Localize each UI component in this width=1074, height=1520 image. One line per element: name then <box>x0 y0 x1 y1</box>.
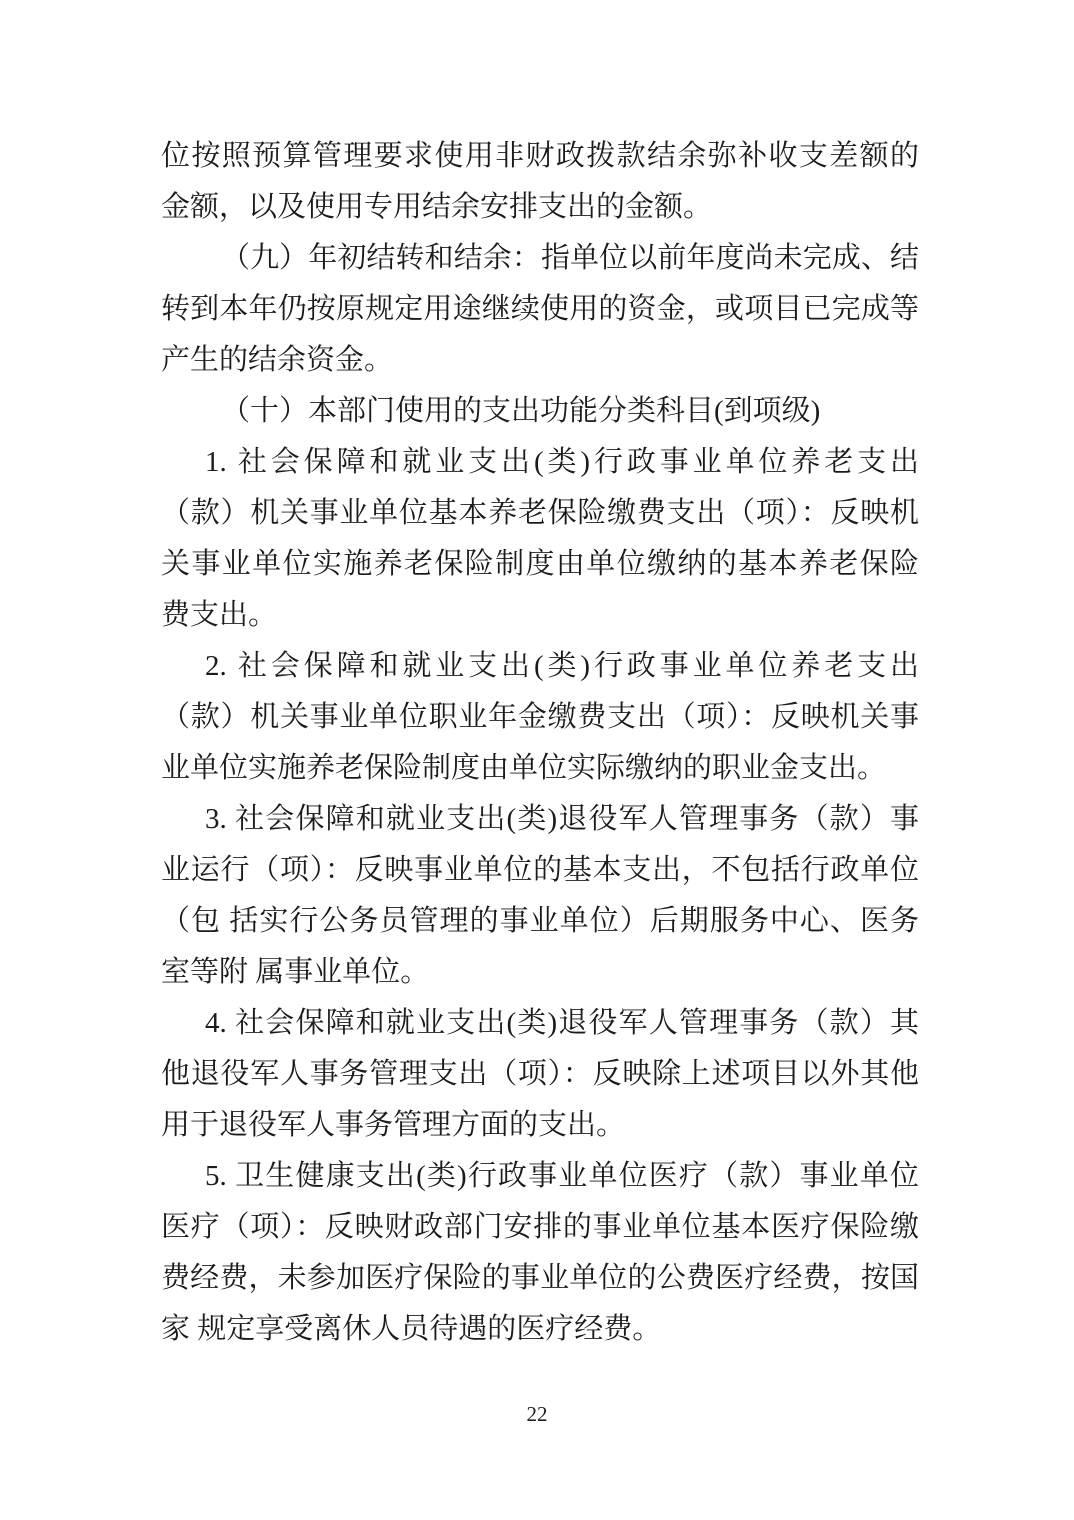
text-line: 产生的结余资金。 <box>161 344 394 376</box>
text-line: 转到本年仍按原规定用途继续使用的资金，或项目已完成等 <box>161 293 919 325</box>
text-line: （包 括实行公务员管理的事业单位）后期服务中心、医务 <box>161 905 919 937</box>
text-line: 1. 社会保障和就业支出(类)行政事业单位养老支出 <box>205 446 919 478</box>
text-line: 2. 社会保障和就业支出(类)行政事业单位养老支出 <box>205 650 919 682</box>
text-line: （十）本部门使用的支出功能分类科目(到项级) <box>221 395 821 427</box>
text-line: 费经费，未参加医疗保险的事业单位的公费医疗经费，按国 <box>161 1262 919 1294</box>
text-line: 用于退役军人事务管理方面的支出。 <box>161 1109 626 1141</box>
text-line: 家 规定享受离休人员待遇的医疗经费。 <box>161 1313 662 1345</box>
text-line: 业运行（项）：反映事业单位的基本支出，不包括行政单位 <box>161 854 919 886</box>
page-number: 22 <box>526 1402 548 1426</box>
text-line: 3. 社会保障和就业支出(类)退役军人管理事务（款）事 <box>205 803 919 835</box>
text-line: 费支出。 <box>161 599 278 631</box>
text-line: 医疗（项）：反映财政部门安排的事业单位基本医疗保险缴 <box>161 1211 919 1243</box>
text-line: （款）机关事业单位基本养老保险缴费支出（项）：反映机 <box>161 497 919 529</box>
text-line: 4. 社会保障和就业支出(类)退役军人管理事务（款）其 <box>205 1007 919 1039</box>
text-line: 业单位实施养老保险制度由单位实际缴纳的职业金支出。 <box>161 752 887 784</box>
text-line: 他退役军人事务管理支出（项）：反映除上述项目以外其他 <box>161 1058 919 1090</box>
text-line: 位按照预算管理要求使用非财政拨款结余弥补收支差额的 <box>161 140 919 172</box>
text-line: （九）年初结转和结余：指单位以前年度尚未完成、结 <box>221 242 919 274</box>
text-line: 金额，以及使用专用结余安排支出的金额。 <box>161 191 713 223</box>
text-block <box>161 131 919 1355</box>
text-line: 关事业单位实施养老保险制度由单位缴纳的基本养老保险 <box>161 548 919 580</box>
text-line: 5. 卫生健康支出(类)行政事业单位医疗（款）事业单位 <box>205 1160 919 1192</box>
text-line: （款）机关事业单位职业年金缴费支出（项）：反映机关事 <box>161 701 919 733</box>
text-line: 室等附 属事业单位。 <box>161 956 430 988</box>
